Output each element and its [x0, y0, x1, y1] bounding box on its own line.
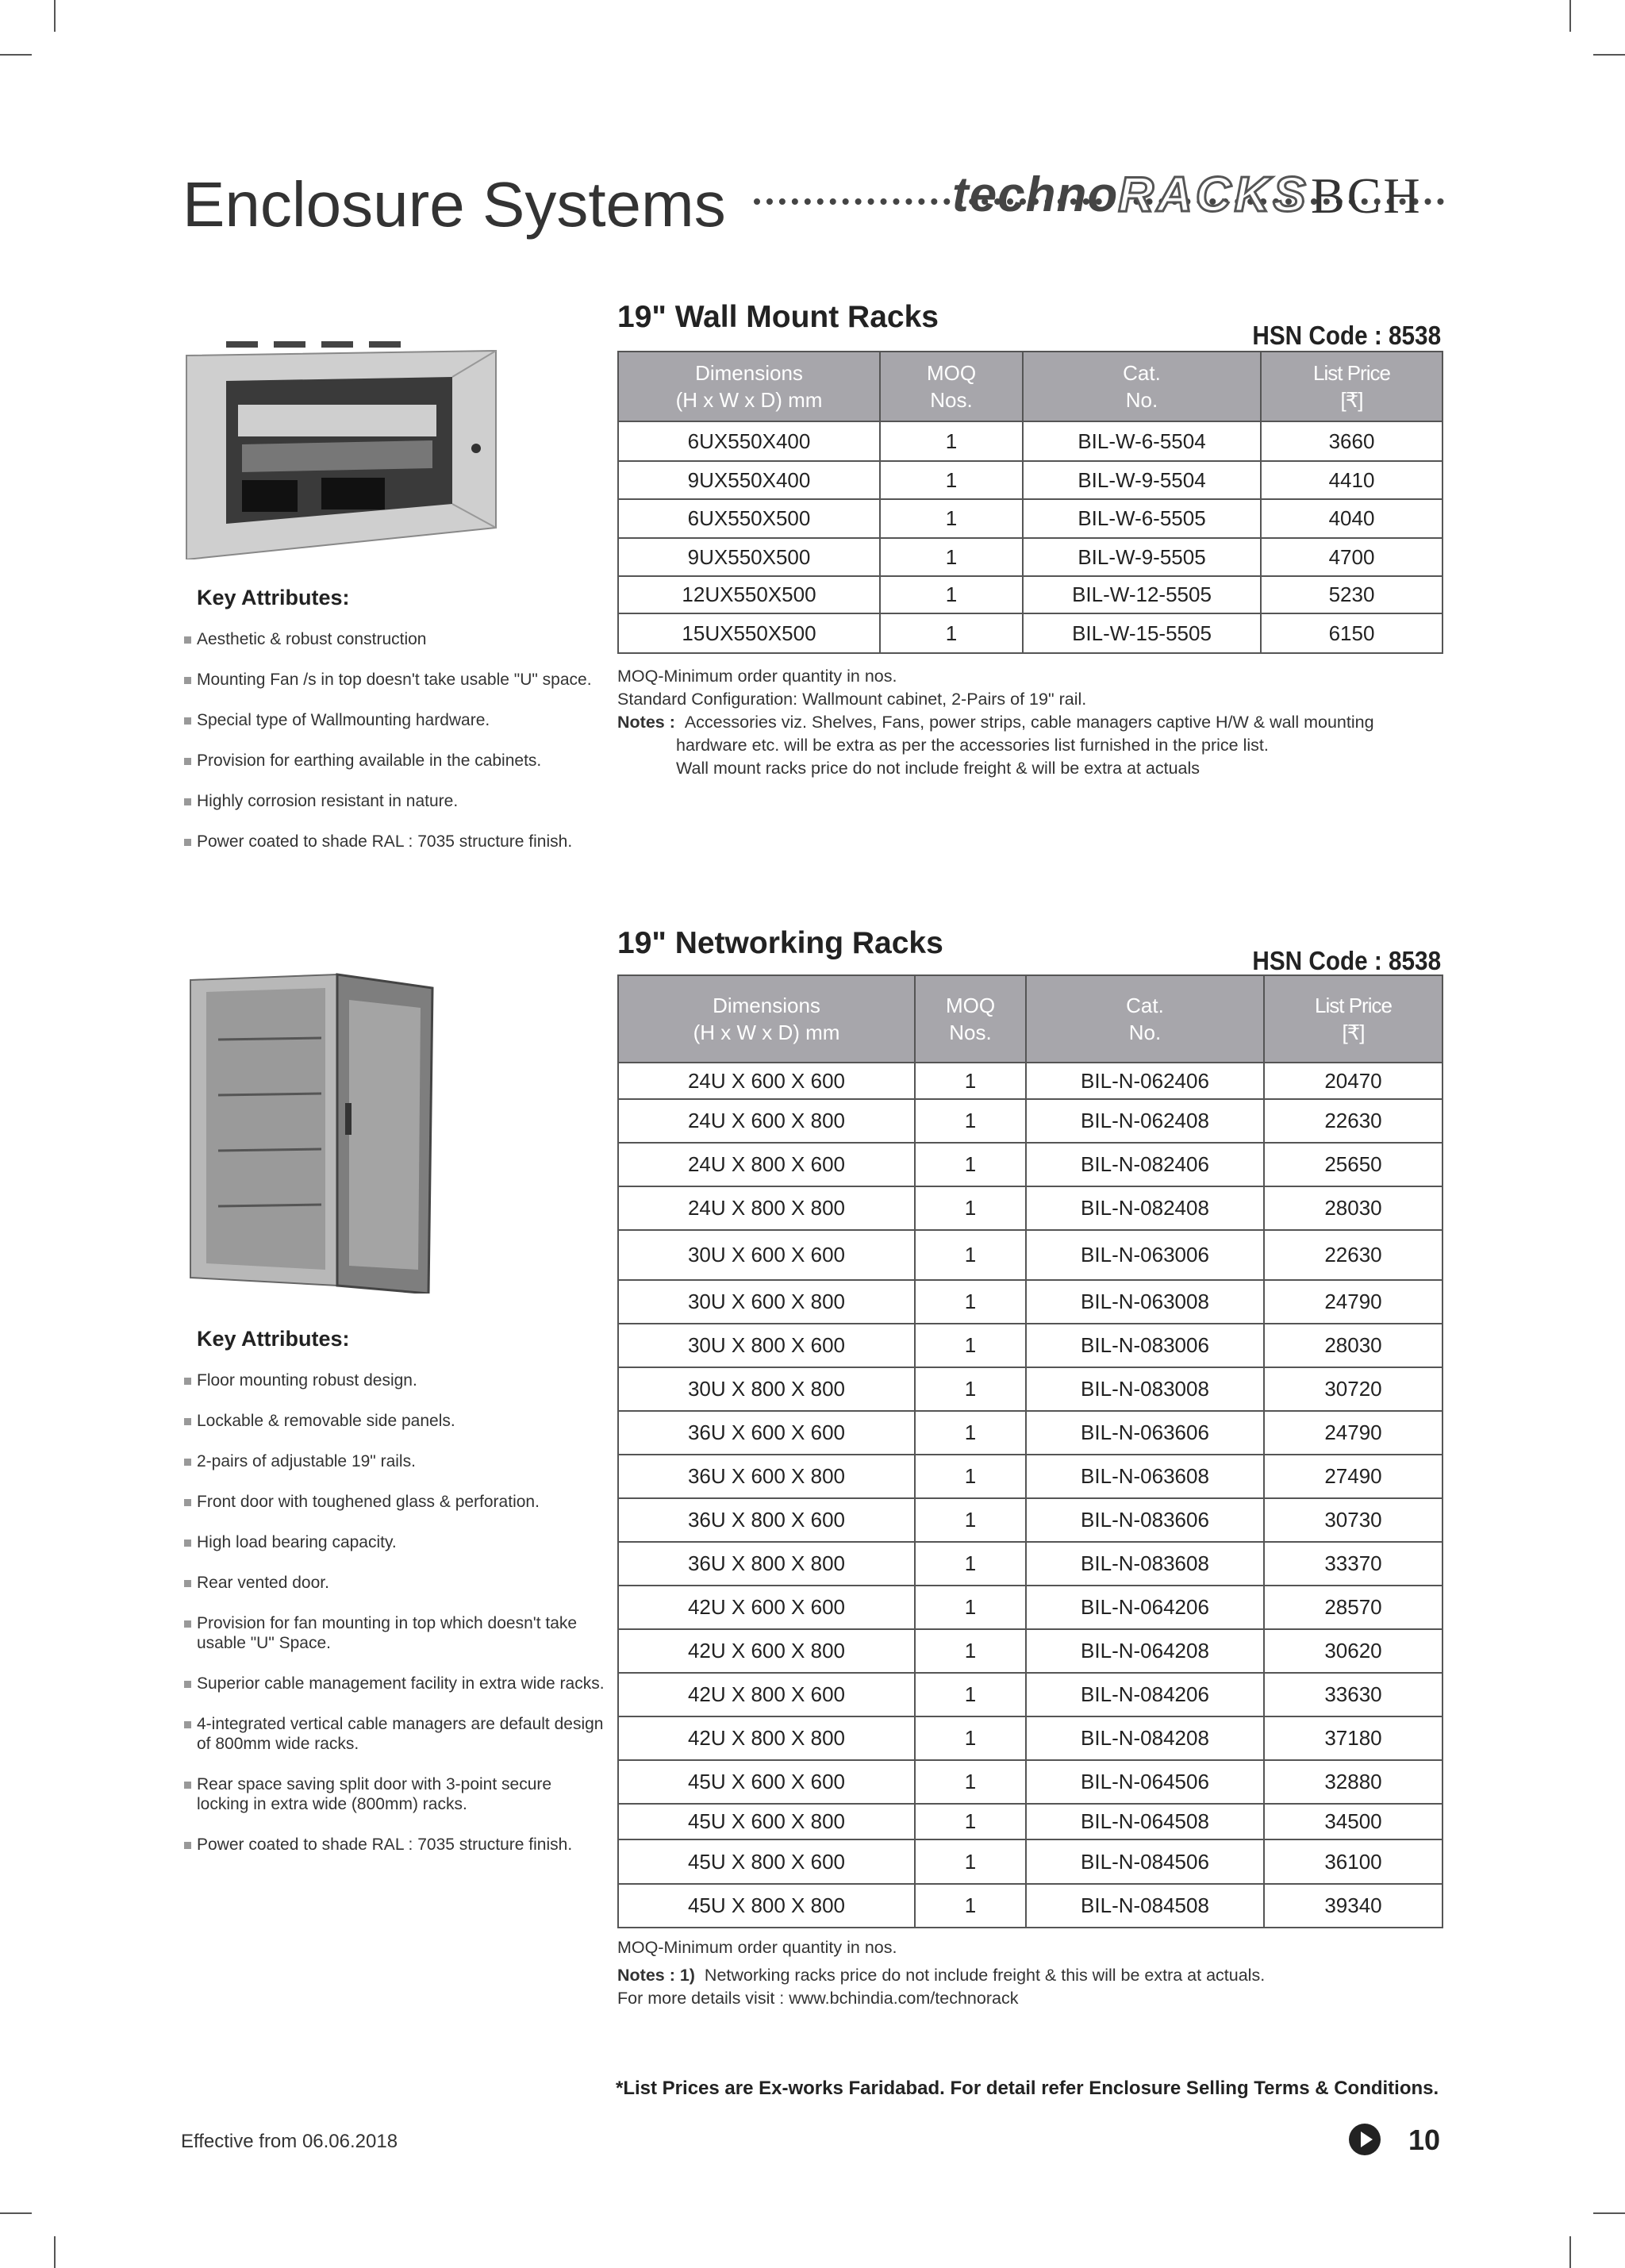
attribute-item: Highly corrosion resistant in nature.	[184, 791, 613, 811]
wall-price-table	[617, 351, 1443, 654]
table-row	[618, 461, 1443, 499]
wall-rack-image	[179, 341, 512, 559]
cell-dimensions: 24U X 600 X 600	[618, 1063, 915, 1099]
cell-cat-no: BIL-N-063006	[1026, 1230, 1264, 1280]
cell-moq: 1	[915, 1186, 1026, 1230]
wall-key-attributes-title: Key Attributes:	[197, 586, 350, 609]
cell-cat-no: BIL-W-15-5505	[1023, 613, 1261, 653]
cell-cat-no: BIL-N-084206	[1026, 1673, 1264, 1716]
cell-list-price: 25650	[1264, 1143, 1443, 1186]
table-row	[618, 1629, 1443, 1673]
cell-cat-no: BIL-N-083006	[1026, 1324, 1264, 1367]
cell-moq: 1	[915, 1367, 1026, 1411]
cell-moq: 1	[915, 1324, 1026, 1367]
cell-list-price: 22630	[1264, 1230, 1443, 1280]
attribute-item: Rear space saving split door with 3-point secure locking in extra wide (800mm) racks.	[184, 1774, 605, 1814]
cell-cat-no: BIL-W-9-5505	[1023, 538, 1261, 576]
crop-mark	[0, 54, 32, 56]
cell-list-price: 27490	[1264, 1455, 1443, 1498]
crop-mark	[0, 2212, 32, 2214]
cell-cat-no: BIL-N-083008	[1026, 1367, 1264, 1411]
cell-list-price: 37180	[1264, 1716, 1443, 1760]
table-row	[618, 1324, 1443, 1367]
cell-cat-no: BIL-W-9-5504	[1023, 461, 1261, 499]
cell-cat-no: BIL-N-083606	[1026, 1498, 1264, 1542]
wall-notes	[617, 665, 1490, 780]
attribute-item: Provision for earthing available in the cabinets.	[184, 751, 613, 771]
cell-dimensions: 24U X 800 X 800	[618, 1186, 915, 1230]
cell-cat-no: BIL-N-062406	[1026, 1063, 1264, 1099]
attribute-item: High load bearing capacity.	[184, 1532, 605, 1552]
price-disclaimer: *List Prices are Ex-works Faridabad. For detail refer Enclosure Selling Terms & Conditions.	[616, 2078, 1439, 2099]
network-rack-image	[186, 968, 440, 1294]
cell-list-price: 30620	[1264, 1629, 1443, 1673]
cell-dimensions: 36U X 600 X 600	[618, 1411, 915, 1455]
brand-logo: technoRACKS	[952, 167, 1309, 222]
table-row	[618, 1063, 1443, 1099]
cell-moq: 1	[915, 1230, 1026, 1280]
crop-mark	[1593, 2212, 1625, 2214]
col-header-dimensions: Dimensions (H x W x D) mm	[618, 352, 880, 421]
cell-moq: 1	[880, 576, 1023, 613]
cell-cat-no: BIL-N-064208	[1026, 1629, 1264, 1673]
cell-list-price: 30730	[1264, 1498, 1443, 1542]
crop-mark	[1569, 2236, 1571, 2268]
wall-note-config: Standard Configuration: Wallmount cabinet, 2-Pairs of 19" rail.	[617, 690, 1087, 709]
cell-moq: 1	[880, 461, 1023, 499]
cell-dimensions: 9UX550X500	[618, 538, 880, 576]
attribute-item: Floor mounting robust design.	[184, 1370, 605, 1390]
crop-mark	[54, 2236, 56, 2268]
cell-moq: 1	[915, 1498, 1026, 1542]
table-row	[618, 538, 1443, 576]
table-row	[618, 1230, 1443, 1280]
cell-cat-no: BIL-N-064508	[1026, 1804, 1264, 1839]
cell-dimensions: 6UX550X400	[618, 421, 880, 461]
cell-moq: 1	[915, 1716, 1026, 1760]
cell-list-price: 32880	[1264, 1760, 1443, 1804]
cell-cat-no: BIL-N-063608	[1026, 1455, 1264, 1498]
cell-cat-no: BIL-N-082406	[1026, 1143, 1264, 1186]
cell-moq: 1	[915, 1884, 1026, 1928]
notes-label: Notes :	[617, 713, 675, 732]
network-note-line: Networking racks price do not include freight & this will be extra at actuals.	[704, 1966, 1266, 1985]
attribute-item: Special type of Wallmounting hardware.	[184, 710, 613, 730]
cell-list-price: 33370	[1264, 1542, 1443, 1586]
cell-list-price: 30720	[1264, 1367, 1443, 1411]
col-header-list-price: List Price [₹]	[1264, 975, 1443, 1063]
cell-list-price: 28570	[1264, 1586, 1443, 1629]
cell-moq: 1	[880, 613, 1023, 653]
table-row	[618, 1839, 1443, 1884]
cell-dimensions: 42U X 600 X 800	[618, 1629, 915, 1673]
network-section-title: 19" Networking Racks	[617, 926, 943, 960]
cell-dimensions: 42U X 600 X 600	[618, 1586, 915, 1629]
cell-dimensions: 30U X 800 X 600	[618, 1324, 915, 1367]
cell-cat-no: BIL-N-084506	[1026, 1839, 1264, 1884]
cell-dimensions: 24U X 800 X 600	[618, 1143, 915, 1186]
attribute-item: 4-integrated vertical cable managers are default design of 800mm wide racks.	[184, 1714, 605, 1754]
table-row	[618, 1280, 1443, 1324]
cell-list-price: 34500	[1264, 1804, 1443, 1839]
wall-note-line: hardware etc. will be extra as per the accessories list furnished in the price list.	[676, 736, 1269, 755]
table-row	[618, 1143, 1443, 1186]
cell-dimensions: 24U X 600 X 800	[618, 1099, 915, 1143]
cell-list-price: 39340	[1264, 1884, 1443, 1928]
cell-cat-no: BIL-W-6-5505	[1023, 499, 1261, 538]
network-hsn-code: HSN Code : 8538	[1252, 946, 1441, 975]
cell-list-price: 24790	[1264, 1280, 1443, 1324]
cell-moq: 1	[880, 421, 1023, 461]
table-row	[618, 1542, 1443, 1586]
wall-note-line: Wall mount racks price do not include freight & will be extra at actuals	[676, 759, 1201, 778]
cell-cat-no: BIL-N-084208	[1026, 1716, 1264, 1760]
cell-dimensions: 45U X 800 X 800	[618, 1884, 915, 1928]
cell-list-price: 20470	[1264, 1063, 1443, 1099]
cell-cat-no: BIL-N-083608	[1026, 1542, 1264, 1586]
cell-moq: 1	[915, 1760, 1026, 1804]
attribute-item: Lockable & removable side panels.	[184, 1411, 605, 1431]
cell-cat-no: BIL-W-6-5504	[1023, 421, 1261, 461]
cell-cat-no: BIL-N-063606	[1026, 1411, 1264, 1455]
cell-moq: 1	[915, 1063, 1026, 1099]
cell-list-price: 28030	[1264, 1186, 1443, 1230]
cell-dimensions: 36U X 800 X 600	[618, 1498, 915, 1542]
network-price-table	[617, 974, 1443, 1928]
cell-dimensions: 45U X 800 X 600	[618, 1839, 915, 1884]
cell-dimensions: 45U X 600 X 600	[618, 1760, 915, 1804]
notes-label: Notes : 1)	[617, 1966, 695, 1985]
cell-dimensions: 9UX550X400	[618, 461, 880, 499]
cell-dimensions: 15UX550X500	[618, 613, 880, 653]
col-header-cat-no: Cat. No.	[1023, 352, 1261, 421]
cell-moq: 1	[915, 1455, 1026, 1498]
table-row	[618, 1884, 1443, 1928]
cell-list-price: 4410	[1261, 461, 1443, 499]
table-row	[618, 421, 1443, 461]
cell-moq: 1	[915, 1629, 1026, 1673]
cell-list-price: 22630	[1264, 1099, 1443, 1143]
network-notes	[617, 1936, 1490, 2010]
cell-moq: 1	[915, 1280, 1026, 1324]
attribute-item: Provision for fan mounting in top which doesn't take usable "U" Space.	[184, 1613, 605, 1653]
cell-dimensions: 6UX550X500	[618, 499, 880, 538]
attribute-item: Rear vented door.	[184, 1573, 605, 1593]
attribute-item: Power coated to shade RAL : 7035 structure finish.	[184, 832, 613, 851]
col-header-moq: MOQ Nos.	[915, 975, 1026, 1063]
cell-list-price: 4700	[1261, 538, 1443, 576]
cell-moq: 1	[915, 1542, 1026, 1586]
cell-moq: 1	[915, 1586, 1026, 1629]
crop-mark	[1569, 0, 1571, 32]
wall-hsn-code: HSN Code : 8538	[1252, 321, 1441, 350]
wall-attributes-list	[184, 629, 613, 851]
cell-moq: 1	[915, 1673, 1026, 1716]
table-row	[618, 1716, 1443, 1760]
cell-cat-no: BIL-N-084508	[1026, 1884, 1264, 1928]
crop-mark	[54, 0, 56, 32]
col-header-moq: MOQ Nos.	[880, 352, 1023, 421]
attribute-item: Mounting Fan /s in top doesn't take usable "U" space.	[184, 670, 613, 690]
network-attributes-list	[184, 1370, 605, 1855]
cell-moq: 1	[915, 1099, 1026, 1143]
cell-cat-no: BIL-W-12-5505	[1023, 576, 1261, 613]
cell-cat-no: BIL-N-063008	[1026, 1280, 1264, 1324]
table-row	[618, 1804, 1443, 1839]
attribute-item: Power coated to shade RAL : 7035 structure finish.	[184, 1835, 605, 1855]
cell-dimensions: 36U X 800 X 800	[618, 1542, 915, 1586]
table-row	[618, 1760, 1443, 1804]
col-header-dimensions: Dimensions (H x W x D) mm	[618, 975, 915, 1063]
table-row	[618, 1586, 1443, 1629]
table-row	[618, 1411, 1443, 1455]
cell-moq: 1	[915, 1804, 1026, 1839]
wall-section-title: 19" Wall Mount Racks	[617, 300, 939, 334]
play-arrow-icon	[1349, 2124, 1381, 2155]
table-row	[618, 613, 1443, 653]
cell-dimensions: 42U X 800 X 600	[618, 1673, 915, 1716]
cell-list-price: 4040	[1261, 499, 1443, 538]
cell-moq: 1	[915, 1143, 1026, 1186]
table-row	[618, 1099, 1443, 1143]
attribute-item: Front door with toughened glass & perforation.	[184, 1492, 605, 1512]
cell-cat-no: BIL-N-082408	[1026, 1186, 1264, 1230]
attribute-item: 2-pairs of adjustable 19" rails.	[184, 1451, 605, 1471]
col-header-cat-no: Cat. No.	[1026, 975, 1264, 1063]
cell-moq: 1	[915, 1411, 1026, 1455]
table-row	[618, 1498, 1443, 1542]
cell-moq: 1	[880, 499, 1023, 538]
network-key-attributes-title: Key Attributes:	[197, 1327, 350, 1351]
cell-dimensions: 12UX550X500	[618, 576, 880, 613]
attribute-item: Aesthetic & robust construction	[184, 629, 613, 649]
table-row	[618, 576, 1443, 613]
table-row	[618, 1367, 1443, 1411]
cell-cat-no: BIL-N-064206	[1026, 1586, 1264, 1629]
network-note-line: For more details visit : www.bchindia.com/technorack	[617, 1989, 1019, 2008]
cell-dimensions: 42U X 800 X 800	[618, 1716, 915, 1760]
cell-cat-no: BIL-N-062408	[1026, 1099, 1264, 1143]
cell-list-price: 36100	[1264, 1839, 1443, 1884]
cell-list-price: 24790	[1264, 1411, 1443, 1455]
crop-mark	[1593, 54, 1625, 56]
cell-dimensions: 30U X 600 X 600	[618, 1230, 915, 1280]
network-note-moq: MOQ-Minimum order quantity in nos.	[617, 1938, 897, 1957]
attribute-item: Superior cable management facility in extra wide racks.	[184, 1674, 605, 1693]
wall-note-moq: MOQ-Minimum order quantity in nos.	[617, 667, 897, 686]
cell-list-price: 3660	[1261, 421, 1443, 461]
page-title: Enclosure Systems	[182, 169, 726, 240]
table-row	[618, 1673, 1443, 1716]
effective-date: Effective from 06.06.2018	[181, 2131, 398, 2152]
table-row	[618, 499, 1443, 538]
col-header-list-price: List Price [₹]	[1261, 352, 1443, 421]
bch-logo: BCH	[1311, 167, 1423, 224]
wall-note-line: Accessories viz. Shelves, Fans, power strips, cable managers captive H/W & wall mounting	[684, 713, 1374, 732]
cell-dimensions: 30U X 600 X 800	[618, 1280, 915, 1324]
cell-list-price: 33630	[1264, 1673, 1443, 1716]
cell-moq: 1	[915, 1839, 1026, 1884]
cell-list-price: 5230	[1261, 576, 1443, 613]
cell-cat-no: BIL-N-064506	[1026, 1760, 1264, 1804]
table-row	[618, 1186, 1443, 1230]
table-row	[618, 1455, 1443, 1498]
cell-dimensions: 45U X 600 X 800	[618, 1804, 915, 1839]
cell-list-price: 28030	[1264, 1324, 1443, 1367]
cell-dimensions: 30U X 800 X 800	[618, 1367, 915, 1411]
cell-moq: 1	[880, 538, 1023, 576]
cell-list-price: 6150	[1261, 613, 1443, 653]
cell-dimensions: 36U X 600 X 800	[618, 1455, 915, 1498]
page-number: 10	[1408, 2124, 1441, 2156]
